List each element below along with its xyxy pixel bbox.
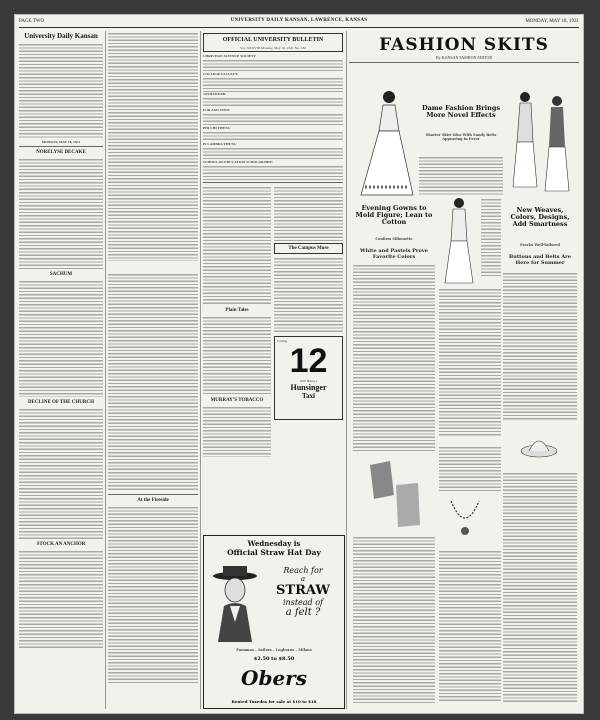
divider: [203, 182, 343, 183]
notice-body-3: [203, 96, 343, 108]
gloves-illustration: [360, 455, 430, 535]
notice-body-4: [203, 112, 343, 126]
ad-store-name: Obers: [241, 666, 307, 690]
editorial-body-1: [19, 157, 103, 269]
editorial-date: MONDAY, MAY 18, 1931: [41, 140, 81, 144]
story-body-left: [203, 185, 271, 305]
ad-instead: instead of: [283, 598, 323, 607]
fashion-headline-3: New Weaves, Colors, Designs, Add Smartness: [510, 206, 570, 228]
newspaper-page: [14, 14, 584, 714]
fireside-body: [108, 505, 198, 685]
fashion-body-4: [439, 287, 501, 437]
editorial-body-4: [19, 549, 103, 649]
fashion-sub-2: Confirm Silhouette: [375, 237, 413, 241]
editorial-heading-2: SACHUM: [49, 272, 73, 277]
story-body-right: [274, 185, 343, 241]
notice-heading-1: CHRISTIAN SCIENCE SOCIETY: [203, 54, 256, 58]
notice-body-7: [203, 164, 343, 180]
bulletin-left-sub: [203, 185, 271, 457]
article-body-b: [108, 272, 198, 492]
divider: [19, 146, 103, 147]
fashion-sub-3b: Buttons and Belts Are Here for Summer: [509, 254, 571, 266]
dress-illustration-2: [505, 87, 575, 197]
fashion-sub-2b: White and Pastels Prove Favorite Colors: [360, 248, 428, 260]
ad-prices: $2.50 to $8.50: [253, 656, 295, 662]
notice-body-6: [203, 146, 343, 160]
editorial-heading-3: DECLINE OF THE CHURCH: [28, 400, 94, 405]
editorial-body-3: [19, 407, 103, 539]
column-divider: [200, 31, 201, 709]
page-date: MONDAY, MAY 18, 1931: [525, 19, 579, 24]
masthead-staff-list: [19, 42, 103, 138]
fashion-body-6: [439, 445, 501, 491]
column-articles: [108, 31, 198, 709]
taxi-calling: Calling: [277, 339, 288, 343]
column-divider: [346, 31, 347, 709]
campus-muse-box: [274, 243, 343, 254]
notice-heading-3: JAYHAWKER:: [203, 92, 227, 96]
fashion-body-1b: [481, 197, 501, 277]
fashion-body-5: [353, 535, 435, 703]
notice-heading-4: FOR AND SEND:: [203, 108, 231, 112]
fashion-body-1a: [419, 155, 503, 195]
campus-muse-body: [274, 256, 343, 334]
taxi-name: Hunsinger: [290, 383, 327, 392]
fashion-sub-1: Shorter Skirt Idea With Sandy Belts Appearing in Favor: [425, 133, 497, 141]
page-number: PAGE TWO: [19, 19, 45, 24]
dress-illustration-3: [439, 195, 479, 285]
hunsinger-taxi-ad: [274, 336, 343, 420]
notice-body-1: [203, 58, 343, 72]
official-bulletin: [203, 33, 343, 52]
notice-body-5: [203, 130, 343, 142]
divider: [349, 62, 579, 63]
plain-tales-heading: Plain Tales: [225, 308, 249, 313]
editorial-heading-1: NORELYSE DECAKE: [36, 150, 86, 155]
straw-hat-ad: [203, 535, 345, 709]
column-editorial: [19, 31, 103, 709]
campus-muse-heading: The Campus Muse: [288, 246, 329, 251]
article-heading-a: [108, 264, 198, 269]
fashion-body-7: [439, 549, 501, 703]
hat-illustration: [519, 427, 559, 467]
ad-line-1: Wednesday is: [247, 539, 301, 548]
notice-heading-6: PI LAMBDA THETA:: [203, 142, 237, 146]
fashion-body-8: [503, 471, 577, 703]
fashion-headline-2: Evening Gowns to Mold Figure; Lean to Cotton: [355, 204, 433, 226]
notice-heading-2: COLLEGE FACULTY:: [203, 72, 239, 76]
ad-styles: Panamas – Sailors – Leghorns – Milans: [236, 648, 312, 652]
notice-heading-7: SCHOOL OF EDUCATION SCHOLARSHIP:: [203, 160, 273, 164]
murray-heading: MURRAY'S TOBACCO: [210, 398, 264, 403]
bulletin-lower: [203, 185, 343, 457]
fashion-body-3: [503, 271, 577, 421]
ad-line-2: Official Straw Hat Day: [227, 548, 321, 557]
fashion-byline: By KANSAN FASHION EDITOR: [436, 55, 492, 60]
bulletin-right-sub: [274, 185, 343, 457]
fashion-headline-1: Dame Fashion Brings More Novel Effects: [421, 104, 501, 119]
divider: [108, 494, 198, 495]
murray-body: [203, 405, 271, 457]
header-rule: [19, 27, 579, 28]
reach-copy: [266, 566, 340, 618]
bulletin-volume: Vol. XXXVIII Monday, May 18, 1931 No. 182: [240, 46, 306, 50]
notice-body-2: [203, 76, 343, 92]
article-body-a: [108, 31, 198, 261]
taxi-word: Taxi: [302, 392, 315, 400]
hat-man-illustration: [210, 562, 260, 642]
necklace-illustration: [445, 495, 485, 545]
ad-straw: STRAW: [276, 583, 330, 598]
editorial-body-2: [19, 279, 103, 397]
paper-title: UNIVERSITY DAILY KANSAN, LAWRENCE, KANSAS: [230, 18, 368, 23]
taxi-number: 12: [289, 342, 328, 380]
ad-reach: Reach for: [283, 566, 323, 575]
notice-heading-5: PHI CHI THETA:: [203, 126, 231, 130]
fashion-title: FASHION SKITS: [379, 35, 549, 55]
ad-a: a: [300, 575, 306, 583]
taxi-will-bring: Will Bring a: [299, 379, 318, 383]
fashion-body-2: [353, 263, 435, 453]
plain-tales-body: [203, 315, 271, 395]
fireside-heading: At the Fireside: [137, 498, 169, 503]
page-header: [19, 17, 579, 27]
masthead: University Daily Kansan: [24, 32, 98, 40]
fashion-sub-3: Frocks Well-Tailored: [520, 243, 560, 247]
editorial-heading-4: STOCK AN ANCHOR: [36, 542, 86, 547]
ad-tagline: Rented Tuxedos for sale at $10 to $18: [231, 699, 317, 704]
ad-felt: a felt ?: [285, 607, 321, 618]
gown-illustration-1: [355, 87, 417, 197]
bulletin-title: OFFICIAL UNIVERSITY BULLETIN: [222, 37, 324, 43]
column-divider: [105, 31, 106, 709]
